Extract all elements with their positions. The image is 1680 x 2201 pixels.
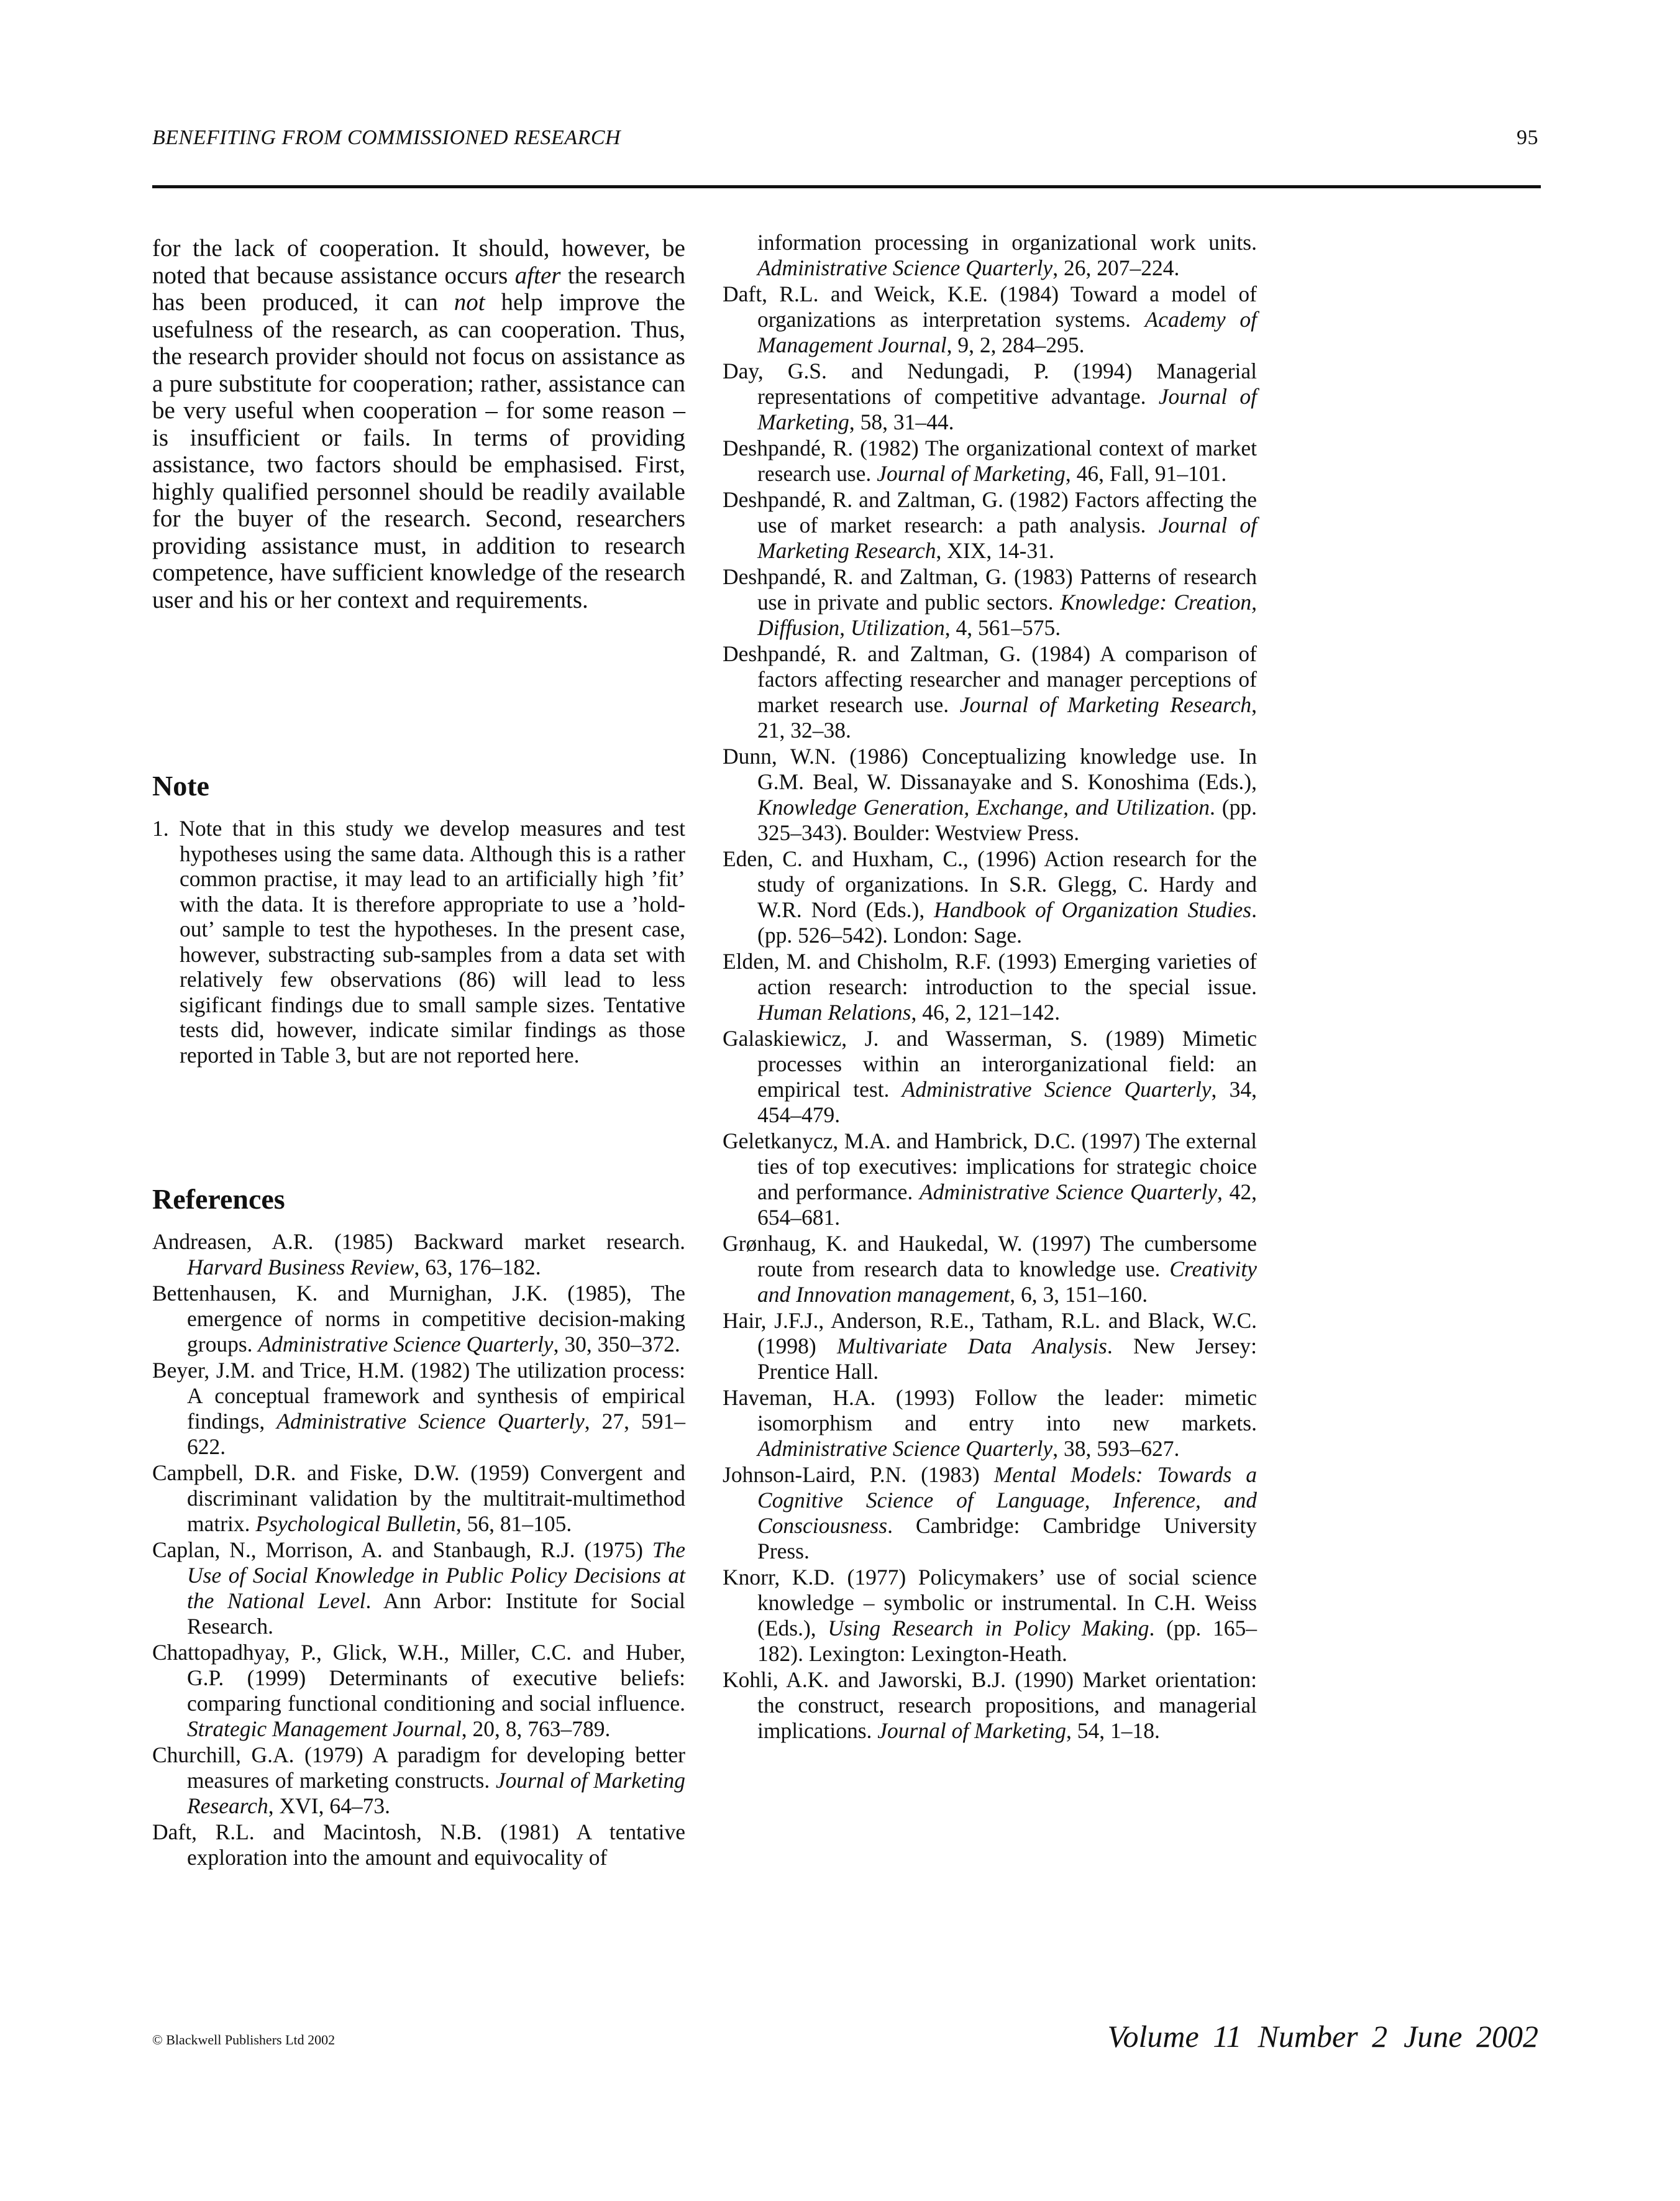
italic-text: Creativity and Innovation management — [757, 1256, 1257, 1307]
text-segment: Hair, J.F.J., Anderson, R.E., Tatham, R.L. and Black, W.C. (1998) — [723, 1308, 1257, 1358]
italic-text: Knowledge: Creation, Diffusion, Utilization — [757, 590, 1257, 640]
text-segment: Daft, R.L. and Macintosh, N.B. (1981) A tentative exploration into the amount and equivocality of — [152, 1819, 685, 1870]
reference-entry — [723, 1462, 1257, 1564]
text-segment: Kohli, A.K. and Jaworski, B.J. (1990) Market orientation: the construct, research propositions, and managerial implications. — [723, 1667, 1257, 1743]
text-segment: , 46, 2, 121–142. — [911, 1000, 1061, 1025]
text-segment: Deshpandé, R. (1982) The organizational context of market research use. — [723, 436, 1257, 486]
page-number: 95 — [1517, 126, 1538, 149]
text-segment: Knorr, K.D. (1977) Policymakers’ use of social science knowledge – symbolic or instrumental. In C.H. Weiss (Eds.), — [723, 1565, 1257, 1640]
issue-number: Number 2 — [1258, 2019, 1388, 2054]
reference-entry — [152, 1358, 685, 1460]
text-segment: Bettenhausen, K. and Murnighan, J.K. (1985), The emergence of norms in competitive decision-making groups. — [152, 1281, 685, 1357]
text-segment: help improve the usefulness of the research, as can cooperation. Thus, the research provider should not focus on assistance as a pure substitute for cooperation; rather, assistance can be very useful when cooperation – for some reason – is insufficient or fails. In terms of providing assistance, two factors should be emphasised. First, highly qualified personnel should be readily available for the buyer of the research. Second, researchers providing assistance must, in addition to research competence, have sufficient knowledge of the research user and his or her context and requirements. — [152, 289, 685, 613]
text-segment: Haveman, H.A. (1993) Follow the leader: mimetic isomorphism and entry into new markets. — [723, 1385, 1257, 1435]
reference-entry — [152, 1537, 685, 1639]
italic-text: Strategic Management Journal — [187, 1716, 462, 1741]
text-segment: Beyer, J.M. and Trice, H.M. (1982) The utilization process: A conceptual framework and synthesis of empirical findings, — [152, 1358, 685, 1434]
italic-text: Harvard Business Review — [187, 1255, 414, 1279]
reference-entry — [723, 230, 1257, 281]
note-number: 1. — [152, 816, 169, 841]
header-rule — [152, 185, 1541, 188]
italic-text: Journal of Marketing — [877, 1718, 1066, 1743]
reference-entry — [723, 1128, 1257, 1230]
italic-text: Knowledge Generation, Exchange, and Utilization — [757, 795, 1210, 820]
text-segment: , XIX, 14-31. — [936, 538, 1054, 563]
italic-text: Administrative Science Quarterly — [757, 1436, 1053, 1461]
reference-entry — [723, 1308, 1257, 1384]
text-segment: Day, G.S. and Nedungadi, P. (1994) Managerial representations of competitive advantage. — [723, 359, 1257, 409]
references-section-left — [152, 1183, 685, 1871]
text-segment: , 42, 654–681. — [757, 1179, 1257, 1230]
copyright: © Blackwell Publishers Ltd 2002 — [152, 2032, 336, 2048]
text-segment: Deshpandé, R. and Zaltman, G. (1984) A comparison of factors affecting researcher and manager perceptions of market research use. — [723, 641, 1257, 717]
italic-text: Journal of Marketing — [757, 384, 1257, 434]
text-segment: Galaskiewicz, J. and Wasserman, S. (1989) Mimetic processes within an interorganizational field: an empirical test. — [723, 1026, 1257, 1102]
reference-entry — [152, 1229, 685, 1280]
running-header-title: BENEFITING FROM COMMISSIONED RESEARCH — [152, 126, 621, 149]
italic-text: Journal of Marketing Research — [757, 513, 1257, 563]
italic-text: Administrative Science Quarterly — [920, 1179, 1217, 1204]
reference-entry — [723, 641, 1257, 743]
italic-text: not — [454, 289, 485, 316]
italic-text: Journal of Marketing — [877, 461, 1066, 486]
volume: Volume 11 — [1107, 2019, 1242, 2054]
text-segment: , 6, 3, 151–160. — [1010, 1282, 1148, 1307]
text-segment: Deshpandé, R. and Zaltman, G. (1982) Factors affecting the use of market research: a path analysis. — [723, 487, 1257, 538]
text-segment: Chattopadhyay, P., Glick, W.H., Miller, C.C. and Huber, G.P. (1999) Determinants of executive beliefs: comparing functional conditioning and social influence. — [152, 1640, 685, 1716]
reference-entry — [723, 436, 1257, 487]
italic-text: Administrative Science Quarterly — [757, 255, 1053, 280]
references-heading: References — [152, 1183, 285, 1215]
reference-entry — [723, 1385, 1257, 1462]
italic-text: Administrative Science Quarterly — [902, 1077, 1212, 1102]
italic-text: after — [514, 262, 561, 289]
text-segment: , 58, 31–44. — [849, 410, 954, 434]
reference-list-right — [723, 230, 1257, 1744]
reference-entry — [723, 846, 1257, 948]
italic-text: Multivariate Data Analysis — [837, 1334, 1107, 1358]
reference-entry — [152, 1742, 685, 1819]
text-segment: , 30, 350–372. — [553, 1332, 680, 1357]
issue-date: June 2002 — [1404, 2019, 1538, 2054]
text-segment: , 4, 561–575. — [944, 615, 1061, 640]
reference-entry — [152, 1640, 685, 1742]
text-segment: , 34, 454–479. — [757, 1077, 1257, 1127]
text-segment: Andreasen, A.R. (1985) Backward market research. — [152, 1229, 685, 1254]
text-segment: , 9, 2, 284–295. — [946, 332, 1085, 357]
text-segment: information processing in organizational work units. — [757, 230, 1257, 255]
reference-entry — [152, 1281, 685, 1357]
text-segment: Eden, C. and Huxham, C., (1996) Action research for the study of organizations. In S.R. Glegg, C. Hardy and W.R. Nord (Eds.), — [723, 846, 1257, 922]
text-segment: . Cambridge: Cambridge University Press. — [757, 1513, 1257, 1563]
text-segment: , 56, 81–105. — [455, 1511, 572, 1536]
reference-list-left — [152, 1229, 685, 1870]
reference-entry — [723, 281, 1257, 358]
text-segment: Churchill, G.A. (1979) A paradigm for developing better measures of marketing constructs. — [152, 1742, 685, 1793]
italic-text: The Use of Social Knowledge in Public Policy Decisions at the National Level — [187, 1537, 685, 1613]
reference-entry — [723, 949, 1257, 1025]
reference-entry — [723, 564, 1257, 641]
text-segment: , 63, 176–182. — [414, 1255, 541, 1279]
text-segment: . New Jersey: Prentice Hall. — [757, 1334, 1258, 1384]
italic-text: Human Relations — [757, 1000, 911, 1025]
italic-text: Psychological Bulletin — [255, 1511, 456, 1536]
reference-entry — [723, 1231, 1257, 1307]
italic-text: Mental Models: Towards a Cognitive Science of Language, Inference, and Consciousness — [757, 1462, 1257, 1538]
reference-entry — [723, 1565, 1257, 1667]
note-section — [152, 769, 685, 1068]
text-segment: . (pp. 526–542). London: Sage. — [757, 897, 1257, 948]
text-segment: Dunn, W.N. (1986) Conceptualizing knowledge use. In G.M. Beal, W. Dissanayake and S. Konoshima (Eds.), — [723, 744, 1257, 794]
reference-entry — [723, 1026, 1257, 1128]
left-column — [152, 235, 685, 613]
text-segment: the research has been produced, it can — [152, 262, 685, 316]
body-paragraph — [152, 235, 685, 613]
italic-text: Journal of Marketing Research — [187, 1768, 685, 1818]
italic-text: Administrative Science Quarterly — [258, 1332, 554, 1357]
reference-entry — [723, 359, 1257, 435]
text-segment: Johnson-Laird, P.N. (1983) — [723, 1462, 994, 1487]
note-text: Note that in this study we develop measures and test hypotheses using the same data. Although this is a rather common practise, it may lead to an artificially high ’fit’ with the data. It is therefore appropriate to use a ’hold-out’ sample to test the hypotheses. In the present case, however, substracting sub-samples from a data set with relatively few observations (86) will lead to less sigificant findings due to small sample sizes. Tentative tests did, however, indicate similar findings as those reported in Table 3, but are not reported here. — [179, 816, 686, 1068]
text-segment: , 54, 1–18. — [1066, 1718, 1160, 1743]
reference-entry — [723, 487, 1257, 564]
italic-text: Academy of Management Journal — [757, 307, 1257, 357]
text-segment: Geletkanycz, M.A. and Hambrick, D.C. (1997) The external ties of top executives: implications for strategic choice and performance. — [723, 1128, 1257, 1204]
text-segment: Deshpandé, R. and Zaltman, G. (1983) Patterns of research use in private and public sectors. — [723, 564, 1257, 615]
reference-entry — [152, 1460, 685, 1537]
text-segment: , 21, 32–38. — [757, 692, 1257, 743]
text-segment: , XVI, 64–73. — [268, 1793, 391, 1818]
issue-info — [1092, 2018, 1538, 2054]
text-segment: Grønhaug, K. and Haukedal, W. (1997) The cumbersome route from research data to knowledge use. — [723, 1231, 1257, 1281]
text-segment: , 46, Fall, 91–101. — [1065, 461, 1227, 486]
text-segment: , 27, 591–622. — [187, 1409, 685, 1459]
text-segment: for the lack of cooperation. It should, however, be noted that because assistance occurs — [152, 235, 685, 289]
note-item — [152, 816, 685, 1068]
text-segment: Campbell, D.R. and Fiske, D.W. (1959) Convergent and discriminant validation by the multitrait-multimethod matrix. — [152, 1460, 685, 1536]
text-segment: Daft, R.L. and Weick, K.E. (1984) Toward a model of organizations as interpretation systems. — [723, 281, 1257, 332]
text-segment: . (pp. 165–182). Lexington: Lexington-Heath. — [757, 1616, 1258, 1666]
italic-text: Handbook of Organization Studies — [934, 897, 1252, 922]
reference-entry — [723, 1667, 1257, 1744]
text-segment: , 26, 207–224. — [1052, 255, 1180, 280]
text-segment: , 38, 593–627. — [1052, 1436, 1180, 1461]
italic-text: Administrative Science Quarterly — [276, 1409, 585, 1434]
italic-text: Journal of Marketing Research — [959, 692, 1252, 717]
reference-entry — [723, 744, 1257, 846]
text-segment: . Ann Arbor: Institute for Social Research. — [187, 1588, 685, 1639]
text-segment: . (pp. 325–343). Boulder: Westview Press. — [757, 795, 1257, 845]
text-segment: , 20, 8, 763–789. — [461, 1716, 611, 1741]
note-heading: Note — [152, 770, 209, 802]
reference-entry — [152, 1819, 685, 1870]
text-segment: Elden, M. and Chisholm, R.F. (1993) Emerging varieties of action research: introduction to the special issue. — [723, 949, 1257, 999]
text-segment: Caplan, N., Morrison, A. and Stanbaugh, R.J. (1975) — [152, 1537, 652, 1562]
italic-text: Using Research in Policy Making — [828, 1616, 1149, 1640]
